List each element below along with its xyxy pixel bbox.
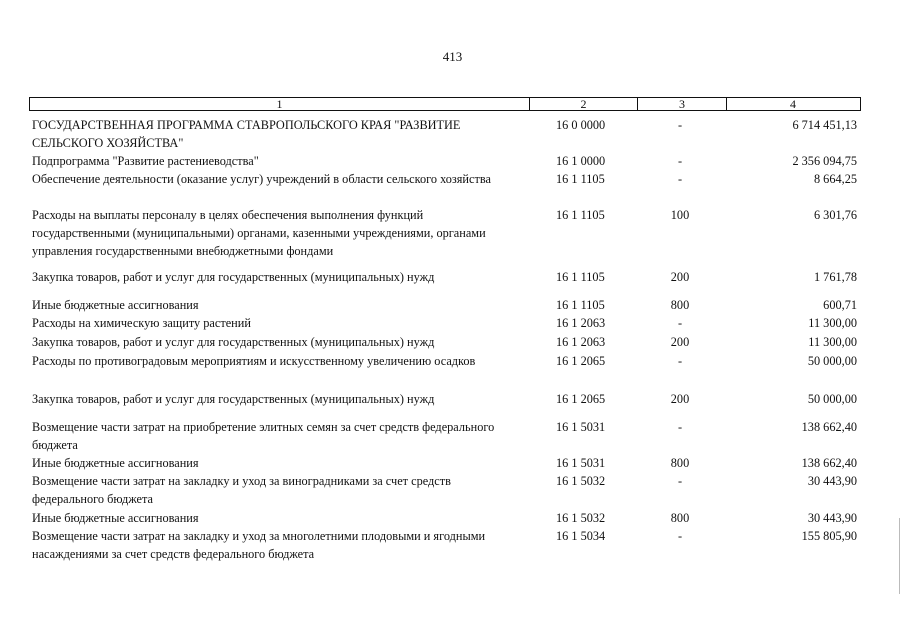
row-code: 16 1 2063	[556, 335, 606, 349]
row-code: 16 0 0000	[556, 118, 606, 132]
row-type: -	[677, 529, 683, 543]
row-type: -	[677, 474, 683, 488]
row-code: 16 1 5034	[556, 529, 606, 543]
row-name: Расходы на выплаты персоналу в целях обеспечения выполнения функций государственными (муниципальными) органами, казенными учреждениями, органами управления государственными внебюджетными фондами	[32, 208, 486, 258]
row-name: Закупка товаров, работ и услуг для государственных (муниципальных) нужд	[32, 392, 435, 406]
row-amount: 6 714 451,13	[792, 118, 857, 132]
header-col-1: 1	[30, 98, 530, 110]
row-amount: 11 300,00	[808, 335, 857, 349]
row-name: Расходы на химическую защиту растений	[32, 316, 251, 330]
row-name: Подпрограмма "Развитие растениеводства"	[32, 154, 259, 168]
row-code: 16 1 1105	[556, 172, 605, 186]
row-code: 16 1 5032	[556, 511, 606, 525]
row-name: Закупка товаров, работ и услуг для государственных (муниципальных) нужд	[32, 270, 435, 284]
row-name: ГОСУДАРСТВЕННАЯ ПРОГРАММА СТАВРОПОЛЬСКОГО КРАЯ "РАЗВИТИЕ СЕЛЬСКОГО ХОЗЯЙСТВА"	[32, 118, 461, 150]
row-code: 16 1 1105	[556, 298, 605, 312]
header-col-3: 3	[638, 98, 727, 110]
row-type: 800	[670, 511, 690, 525]
row-type: 200	[670, 270, 690, 284]
row-code: 16 1 1105	[556, 208, 605, 222]
row-code: 16 1 2065	[556, 354, 606, 368]
row-type: -	[677, 154, 683, 168]
row-type: 800	[670, 456, 690, 470]
row-amount: 138 662,40	[801, 456, 857, 470]
row-name: Расходы по противоградовым мероприятиям и искусственному увеличению осадков	[32, 354, 476, 368]
row-amount: 6 301,76	[813, 208, 857, 222]
row-amount: 600,71	[823, 298, 857, 312]
row-type: 800	[670, 298, 690, 312]
row-amount: 11 300,00	[808, 316, 857, 330]
row-amount: 50 000,00	[807, 392, 857, 406]
scan-edge-mark	[899, 518, 900, 594]
row-code: 16 1 0000	[556, 154, 606, 168]
row-amount: 30 443,90	[807, 511, 857, 525]
table-header	[29, 97, 861, 111]
row-amount: 138 662,40	[801, 420, 857, 434]
row-amount: 50 000,00	[807, 354, 857, 368]
row-name: Возмещение части затрат на приобретение элитных семян за счет средств федерального бюджета	[32, 420, 495, 452]
row-name: Закупка товаров, работ и услуг для государственных (муниципальных) нужд	[32, 335, 435, 349]
row-amount: 2 356 094,75	[792, 154, 857, 168]
page-number: 413	[442, 49, 463, 64]
row-type: -	[677, 172, 683, 186]
row-name: Возмещение части затрат на закладку и уход за виноградниками за счет средств федерального бюджета	[32, 474, 451, 506]
row-code: 16 1 1105	[556, 270, 605, 284]
row-name: Иные бюджетные ассигнования	[32, 456, 199, 470]
row-type: -	[677, 354, 683, 368]
row-name: Возмещение части затрат на закладку и уход за многолетними плодовыми и ягодными насаждениями за счет средств федерального бюджета	[32, 529, 486, 561]
row-code: 16 1 5032	[556, 474, 606, 488]
row-type: 100	[670, 208, 690, 222]
row-amount: 30 443,90	[807, 474, 857, 488]
row-code: 16 1 5031	[556, 456, 606, 470]
row-code: 16 1 2065	[556, 392, 606, 406]
row-amount: 8 664,25	[813, 172, 857, 186]
row-code: 16 1 2063	[556, 316, 606, 330]
row-name: Иные бюджетные ассигнования	[32, 298, 199, 312]
row-code: 16 1 5031	[556, 420, 606, 434]
header-col-4: 4	[790, 97, 796, 111]
row-name: Иные бюджетные ассигнования	[32, 511, 199, 525]
row-type: -	[677, 420, 683, 434]
row-type: 200	[670, 392, 690, 406]
row-type: -	[677, 316, 683, 330]
header-col-2: 2	[530, 98, 638, 110]
row-amount: 1 761,78	[813, 270, 857, 284]
row-type: -	[677, 118, 683, 132]
row-amount: 155 805,90	[801, 529, 857, 543]
row-name: Обеспечение деятельности (оказание услуг) учреждений в области сельского хозяйства	[32, 172, 491, 186]
row-type: 200	[670, 335, 690, 349]
